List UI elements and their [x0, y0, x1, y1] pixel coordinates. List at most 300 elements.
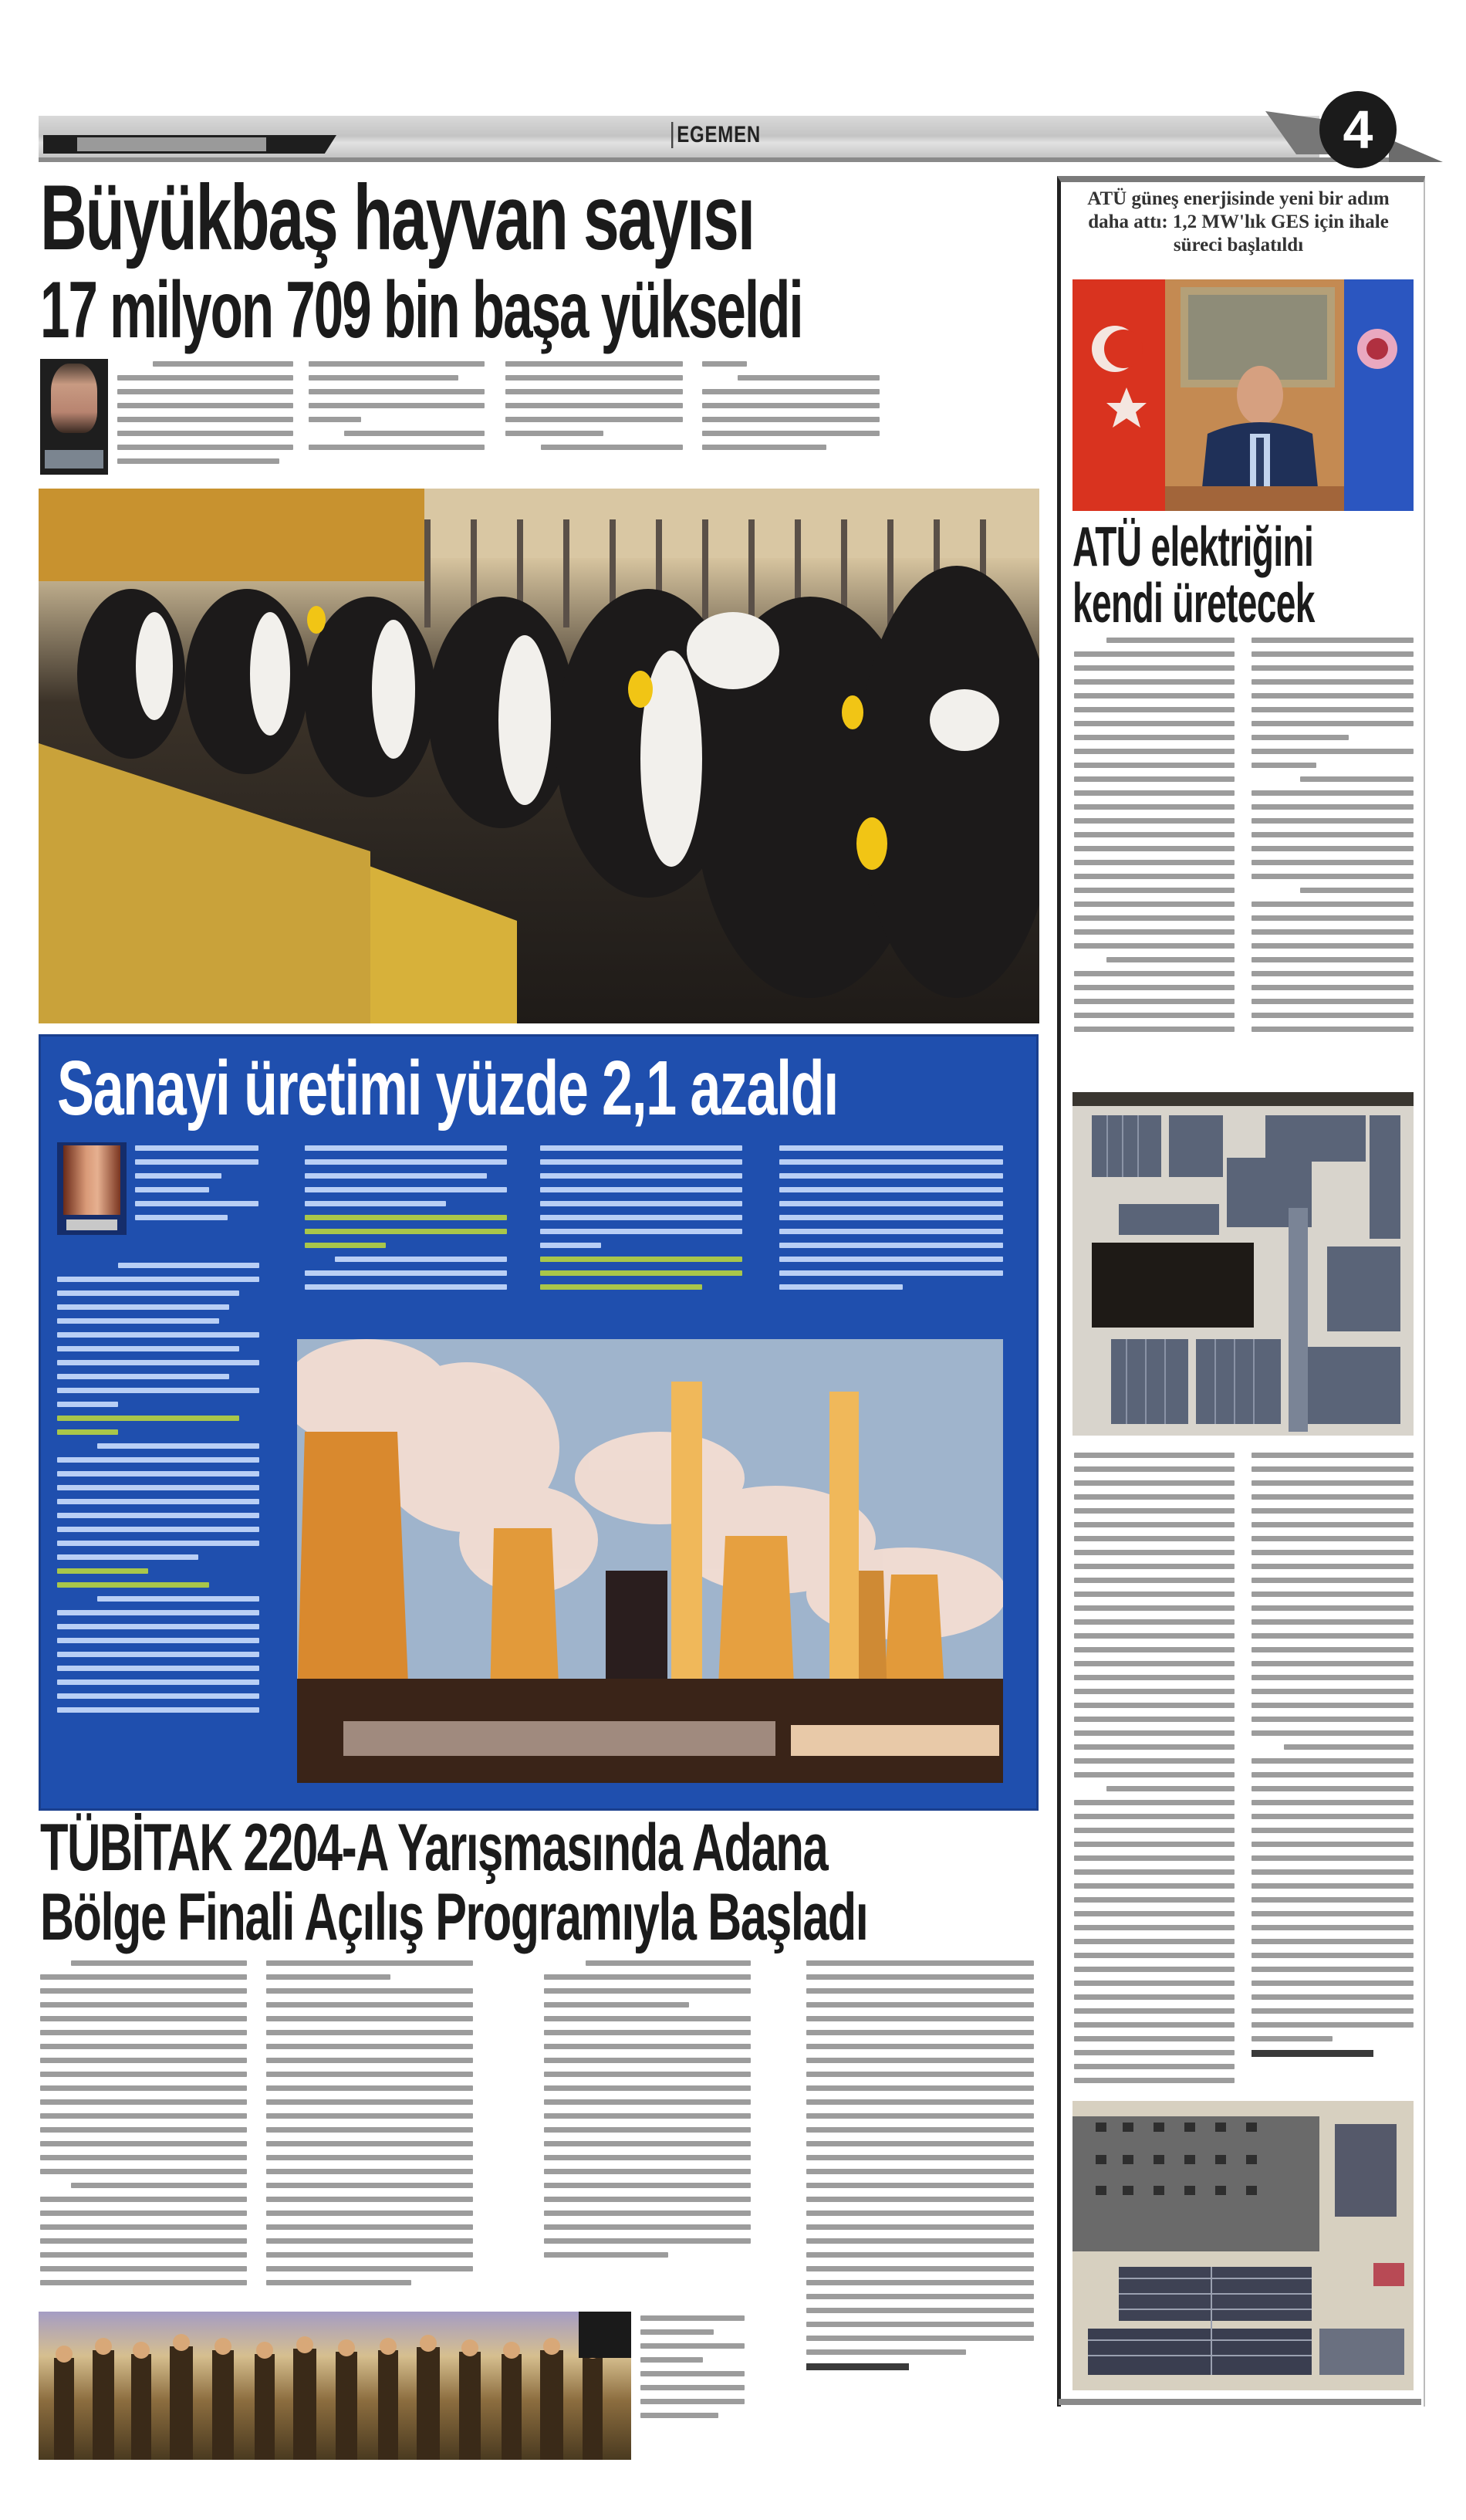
body-text-line [1074, 1619, 1235, 1625]
body-text-line [779, 1284, 903, 1290]
body-text-line [57, 1388, 259, 1393]
body-text-line [806, 2238, 1034, 2244]
body-text-line [1074, 1647, 1235, 1652]
solar-roof-photo-1 [1072, 1092, 1414, 1436]
body-text-line [505, 403, 683, 408]
body-text-line [779, 1173, 1003, 1179]
body-text-line [1252, 1550, 1414, 1555]
body-text-line [779, 1243, 1003, 1248]
body-text-line [1252, 2036, 1333, 2041]
body-text-line [57, 1402, 118, 1407]
livestock-headline-line2: 17 milyon 709 bin başa yükseldi [40, 266, 802, 355]
solar-roof-illustration-2 [1072, 2101, 1414, 2390]
author-name-tag [45, 450, 103, 468]
body-text-line [1252, 665, 1414, 671]
masthead: EGEMEN [671, 122, 761, 148]
body-text-line [806, 2322, 1034, 2327]
body-text-line [702, 431, 880, 436]
body-text-line [1074, 1772, 1235, 1778]
body-text-line [1252, 749, 1414, 754]
body-text-line [266, 2002, 473, 2008]
body-text-line [266, 2058, 473, 2063]
body-text-line [1252, 901, 1414, 907]
body-text-line [117, 375, 293, 381]
body-text-line [1074, 1758, 1235, 1764]
body-text-line [1300, 888, 1414, 893]
body-text-line [266, 2266, 473, 2271]
body-text-line [97, 1443, 259, 1449]
body-text-line [305, 1173, 487, 1179]
body-text-line [1074, 1883, 1235, 1889]
livestock-body-col4 [702, 361, 880, 458]
body-text-line [806, 1960, 1034, 1966]
body-text-line [305, 1187, 507, 1192]
body-text-line [40, 1974, 247, 1980]
body-text-line [117, 445, 293, 450]
body-text-line [40, 2238, 247, 2244]
body-text-line [1074, 1953, 1235, 1958]
body-text-line [1252, 1675, 1414, 1680]
body-text-line [1252, 957, 1414, 962]
livestock-author-photo [40, 359, 108, 475]
body-text-line [1074, 846, 1235, 851]
body-text-line [40, 2127, 247, 2133]
body-text-line [1252, 971, 1414, 976]
body-text-line [266, 2169, 473, 2174]
body-text-line [57, 1374, 229, 1379]
body-text-line [1252, 818, 1414, 824]
header-rule [39, 157, 1420, 162]
body-text-line [40, 2224, 247, 2230]
body-text-line [1106, 957, 1235, 962]
body-text-line [1252, 1925, 1414, 1930]
body-text-line [1074, 1675, 1235, 1680]
body-text-line [544, 2183, 751, 2188]
body-text-line [266, 2016, 473, 2021]
body-text-line [1300, 776, 1414, 782]
date-bar-text-block [77, 137, 266, 151]
body-text-line [1074, 2036, 1235, 2041]
body-text-line [1074, 971, 1235, 976]
body-text-line [305, 1159, 507, 1165]
body-text-line [57, 1513, 259, 1518]
body-text-line [540, 1215, 742, 1220]
body-text-line [806, 2085, 1034, 2091]
body-text-line [1074, 1939, 1235, 1944]
body-text-line [544, 2058, 751, 2063]
body-text-line [544, 2002, 689, 2008]
body-text-line [57, 1457, 259, 1463]
body-text-line [40, 2141, 247, 2146]
body-text-line [40, 2252, 247, 2258]
body-text-line [1252, 1994, 1414, 2000]
atu-byline [1252, 2050, 1373, 2057]
body-text-line [1074, 1855, 1235, 1861]
body-text-line [1106, 1786, 1235, 1791]
body-text-line [540, 1270, 742, 1276]
body-text-line [1252, 1633, 1414, 1639]
body-text-line [40, 2030, 247, 2035]
body-text-line [1074, 2050, 1235, 2055]
power-plant-photo [297, 1339, 1003, 1783]
body-text-line [806, 2280, 1034, 2285]
body-text-line [540, 1187, 742, 1192]
body-text-line [544, 2252, 668, 2258]
body-text-line [57, 1332, 259, 1338]
body-text-line [97, 1596, 259, 1602]
body-text-line [806, 2336, 1034, 2341]
body-text-line [40, 2155, 247, 2160]
body-text-line [305, 1229, 507, 1234]
body-text-line [135, 1201, 258, 1206]
body-text-line [806, 2002, 1034, 2008]
atu-body-col4 [1252, 1453, 1414, 2057]
body-text-line [806, 2308, 1034, 2313]
cows-photo [39, 489, 1039, 1023]
livestock-headline-line1: Büyükbaş hayvan sayısı [40, 166, 754, 269]
body-text-line [1252, 832, 1414, 837]
atu-headline-line1: ATÜ elektriğini [1072, 516, 1314, 578]
atu-body-col3 [1074, 1453, 1235, 2092]
body-text-line [1074, 1591, 1235, 1597]
body-text-line [1252, 721, 1414, 726]
body-text-line [541, 445, 683, 450]
body-text-line [335, 1257, 507, 1262]
body-text-line [1074, 1717, 1235, 1722]
body-text-line [1074, 2008, 1235, 2014]
body-text-line [544, 2224, 751, 2230]
body-text-line [1074, 1703, 1235, 1708]
body-text-line [640, 2399, 745, 2404]
body-text-line [640, 2385, 745, 2390]
body-text-line [118, 1263, 259, 1268]
body-text-line [1252, 1717, 1414, 1722]
body-text-line [1074, 1661, 1235, 1666]
body-text-line [544, 2085, 751, 2091]
body-text-line [57, 1485, 259, 1490]
body-text-line [117, 431, 293, 436]
body-text-line [266, 2030, 473, 2035]
atu-rector-photo [1072, 279, 1414, 511]
atu-body-col2 [1252, 638, 1414, 1040]
body-text-line [1074, 1453, 1235, 1458]
body-text-line [1252, 985, 1414, 990]
body-text-line [1252, 1647, 1414, 1652]
tubitak-body-col3-lower [640, 2315, 745, 2427]
body-text-line [57, 1707, 259, 1713]
body-text-line [540, 1229, 742, 1234]
body-text-line [40, 2002, 247, 2008]
body-text-line [57, 1471, 259, 1476]
body-text-line [1252, 1027, 1414, 1032]
body-text-line [544, 2210, 751, 2216]
body-text-line [1074, 888, 1235, 893]
solar-roof-illustration-1 [1072, 1092, 1414, 1436]
body-text-line [57, 1638, 259, 1643]
body-text-line [1074, 1897, 1235, 1903]
body-text-line [505, 431, 603, 436]
body-text-line [1074, 707, 1235, 712]
body-text-line [640, 2315, 745, 2321]
body-text-line [1252, 915, 1414, 921]
body-text-line [806, 2224, 1034, 2230]
body-text-line [1074, 804, 1235, 810]
body-text-line [1252, 1911, 1414, 1916]
body-text-line [40, 2197, 247, 2202]
body-text-line [779, 1201, 1003, 1206]
body-text-line [806, 2113, 1034, 2119]
body-text-line [1074, 749, 1235, 754]
body-text-line [505, 375, 683, 381]
body-text-line [544, 2169, 751, 2174]
industry-body-col1 [57, 1263, 259, 1721]
body-text-line [1252, 1536, 1414, 1541]
body-text-line [1074, 776, 1235, 782]
body-text-line [57, 1277, 259, 1282]
body-text-line [40, 2266, 247, 2271]
cows-illustration [39, 489, 1039, 1023]
page-number-wing-right [1389, 139, 1443, 162]
body-text-line [266, 2127, 473, 2133]
livestock-body-col3 [505, 361, 683, 458]
body-text-line [1074, 1689, 1235, 1694]
body-text-line [540, 1284, 702, 1290]
body-text-line [806, 2058, 1034, 2063]
body-text-line [1252, 1855, 1414, 1861]
body-text-line [1074, 999, 1235, 1004]
body-text-line [1074, 1536, 1235, 1541]
body-text-line [1074, 915, 1235, 921]
body-text-line [1074, 1508, 1235, 1514]
author-name-tag [66, 1219, 117, 1230]
body-text-line [40, 2280, 247, 2285]
body-text-line [57, 1346, 239, 1351]
body-text-line [57, 1610, 259, 1615]
tubitak-headline-line2: Bölge Finali Açılış Programıyla Başladı [40, 1880, 868, 1954]
body-text-line [266, 1974, 390, 1980]
atu-body-col1 [1074, 638, 1235, 1040]
body-text-line [1252, 860, 1414, 865]
body-text-line [1252, 693, 1414, 698]
body-text-line [806, 2266, 1034, 2271]
body-text-line [702, 361, 747, 367]
body-text-line [1252, 679, 1414, 685]
body-text-line [40, 2016, 247, 2021]
body-text-line [57, 1416, 239, 1421]
body-text-line [1252, 1800, 1414, 1805]
body-text-line [153, 361, 293, 367]
body-text-line [57, 1360, 259, 1365]
body-text-line [1074, 1911, 1235, 1916]
body-text-line [57, 1527, 259, 1532]
body-text-line [309, 445, 485, 450]
body-text-line [806, 2155, 1034, 2160]
body-text-line [1252, 735, 1349, 740]
body-text-line [544, 2155, 751, 2160]
body-text-line [40, 2044, 247, 2049]
tubitak-group-photo [39, 2312, 631, 2460]
body-text-line [806, 2183, 1034, 2188]
body-text-line [806, 2030, 1034, 2035]
body-text-line [702, 417, 880, 422]
body-text-line [806, 2072, 1034, 2077]
body-text-line [1252, 1522, 1414, 1527]
industry-body-col2 [305, 1145, 507, 1298]
body-text-line [1252, 2022, 1414, 2028]
body-text-line [1074, 929, 1235, 935]
body-text-line [738, 375, 880, 381]
body-text-line [40, 2072, 247, 2077]
rector-illustration [1072, 279, 1414, 511]
body-text-line [1074, 1605, 1235, 1611]
body-text-line [309, 375, 458, 381]
atu-headline-line2: kendi üretecek [1072, 573, 1315, 634]
body-text-line [266, 2197, 473, 2202]
body-text-line [1252, 1605, 1414, 1611]
industry-headline: Sanayi üretimi yüzde 2,1 azaldı [57, 1045, 838, 1131]
body-text-line [57, 1499, 259, 1504]
body-text-line [40, 2058, 247, 2063]
body-text-line [266, 2044, 473, 2049]
body-text-line [1252, 1591, 1414, 1597]
body-text-line [640, 2357, 703, 2363]
body-text-line [305, 1201, 446, 1206]
body-text-line [266, 2252, 473, 2258]
body-text-line [1074, 901, 1235, 907]
body-text-line [135, 1173, 221, 1179]
body-text-line [544, 2016, 751, 2021]
body-text-line [1074, 1925, 1235, 1930]
body-text-line [117, 403, 293, 408]
body-text-line [1252, 1758, 1414, 1764]
body-text-line [806, 1974, 1034, 1980]
body-text-line [1252, 638, 1414, 643]
industry-author-photo [57, 1142, 127, 1235]
body-text-line [540, 1173, 742, 1179]
body-text-line [640, 2329, 714, 2335]
body-text-line [1074, 1869, 1235, 1875]
solar-roof-photo-2 [1072, 2101, 1414, 2390]
body-text-line [806, 2141, 1034, 2146]
body-text-line [1074, 651, 1235, 657]
body-text-line [1252, 943, 1414, 949]
body-text-line [779, 1145, 1003, 1151]
body-text-line [57, 1554, 198, 1560]
body-text-line [806, 2016, 1034, 2021]
body-text-line [1252, 1466, 1414, 1472]
body-text-line [1252, 804, 1414, 810]
body-text-line [640, 2371, 745, 2376]
body-text-line [57, 1290, 239, 1296]
body-text-line [1252, 874, 1414, 879]
body-text-line [779, 1229, 1003, 1234]
body-text-line [266, 2155, 473, 2160]
body-text-line [1252, 2008, 1414, 2014]
body-text-line [779, 1159, 1003, 1165]
body-text-line [544, 2113, 751, 2119]
body-text-line [1252, 763, 1316, 768]
body-text-line [779, 1270, 1003, 1276]
industry-body-col3 [540, 1145, 742, 1298]
industry-body-col1-top [135, 1145, 258, 1229]
body-text-line [266, 2099, 473, 2105]
body-text-line [806, 2294, 1034, 2299]
body-text-line [1252, 1786, 1414, 1791]
body-text-line [1074, 860, 1235, 865]
body-text-line [505, 389, 683, 394]
body-text-line [1074, 1494, 1235, 1500]
body-text-line [40, 2169, 247, 2174]
tubitak-byline [806, 2363, 909, 2370]
body-text-line [1252, 1494, 1414, 1500]
body-text-line [544, 2238, 751, 2244]
body-text-line [1252, 1814, 1414, 1819]
body-text-line [266, 2141, 473, 2146]
body-text-line [57, 1541, 259, 1546]
author-face [51, 364, 97, 433]
body-text-line [1252, 846, 1414, 851]
body-text-line [1074, 1828, 1235, 1833]
body-text-line [1074, 1967, 1235, 1972]
body-text-line [1252, 1953, 1414, 1958]
body-text-line [806, 1988, 1034, 1994]
body-text-line [1252, 1967, 1414, 1972]
body-text-line [1074, 1480, 1235, 1486]
body-text-line [1284, 1744, 1414, 1750]
body-text-line [117, 417, 293, 422]
tubitak-body-col3 [544, 1960, 751, 2266]
body-text-line [1252, 1897, 1414, 1903]
body-text-line [71, 1960, 247, 1966]
body-text-line [135, 1187, 209, 1192]
body-text-line [1074, 2022, 1235, 2028]
body-text-line [71, 2183, 247, 2188]
body-text-line [117, 458, 279, 464]
body-text-line [1074, 874, 1235, 879]
page-number: 4 [1319, 91, 1397, 168]
author-face [63, 1145, 120, 1215]
body-text-line [806, 2349, 966, 2355]
body-text-line [1252, 790, 1414, 796]
body-text-line [1252, 1480, 1414, 1486]
body-text-line [779, 1257, 1003, 1262]
industry-body-col4 [779, 1145, 1003, 1298]
body-text-line [266, 2085, 473, 2091]
atu-kicker: ATÜ güneş enerjisinde yeni bir adım daha attı: 1,2 MW'lık GES için ihale süreci başlatıldı [1087, 188, 1390, 255]
body-text-line [540, 1145, 742, 1151]
power-plant-illustration [297, 1339, 1003, 1783]
body-text-line [1074, 1744, 1235, 1750]
body-text-line [702, 445, 826, 450]
body-text-line [1074, 693, 1235, 698]
body-text-line [1252, 1564, 1414, 1569]
body-text-line [135, 1145, 258, 1151]
body-text-line [1074, 1550, 1235, 1555]
body-text-line [266, 2072, 473, 2077]
body-text-line [1252, 1578, 1414, 1583]
body-text-line [505, 417, 683, 422]
body-text-line [57, 1429, 118, 1435]
body-text-line [586, 1960, 751, 1966]
body-text-line [544, 2127, 751, 2133]
body-text-line [1074, 2078, 1235, 2083]
body-text-line [544, 2099, 751, 2105]
body-text-line [1074, 832, 1235, 837]
body-text-line [1252, 1689, 1414, 1694]
body-text-line [1252, 1703, 1414, 1708]
body-text-line [1074, 721, 1235, 726]
body-text-line [806, 2099, 1034, 2105]
